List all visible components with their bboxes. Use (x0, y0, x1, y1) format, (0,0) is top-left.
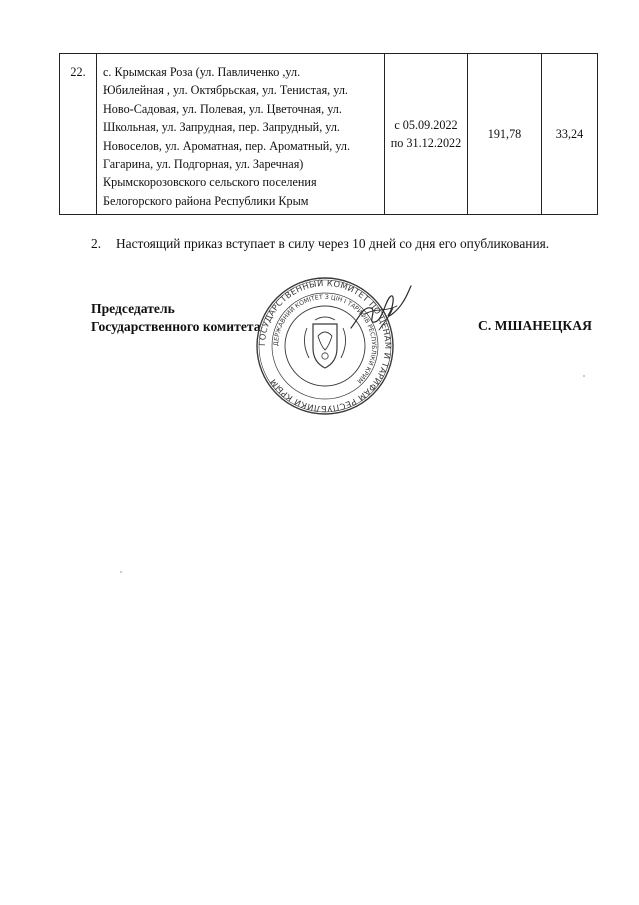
tariff-value-2: 33,24 (542, 54, 598, 215)
settlement-line: Крымскорозовского сельского поселения (103, 175, 317, 190)
tariff-value-1: 191,78 (468, 54, 542, 215)
settlement-cell (97, 54, 385, 215)
period-from: с 05.09.2022 (394, 117, 458, 132)
settlement-line: Школьная, ул. Запрудная, пер. Запрудный, ул. (103, 120, 340, 135)
tariff-table (59, 53, 598, 215)
signatory-name: С. МШАНЕЦКАЯ (478, 318, 592, 333)
settlement-line: Новоселов, ул. Ароматная, пер. Ароматный, ул. (103, 138, 351, 153)
signatory-title-line-2: Государственного комитета (91, 319, 261, 334)
seal-outer-text: ГОСУДАРСТВЕННЫЙ КОМИТЕТ ПО ЦЕНАМ И ТАРИФАМ РЕСПУБЛИКИ КРЫМ (256, 277, 394, 415)
period-cell (385, 54, 468, 215)
seal-inner-text: ДЕРЖАВНИЙ КОМІТЕТ З ЦІН І ТАРИФІВ РЕСПУБЛІКИ КРИМ (272, 293, 378, 385)
settlement-line: Гагарина, ул. Подгорная, ул. Заречная) (103, 157, 304, 172)
clause-text: Настоящий приказ вступает в силу через 10 дней со дня его опубликования. (116, 236, 550, 251)
crimea-emblem-icon (304, 317, 345, 368)
handwritten-signature (345, 278, 415, 348)
settlement-line: с. Крымская Роза (ул. Павличенко ,ул. (103, 65, 301, 79)
settlement-line: Белогорского района Республики Крым (103, 193, 309, 208)
settlement-line: Юбилейная , ул. Октябрьская, ул. Тенистая, ул. (103, 83, 348, 98)
signatory-title (91, 300, 261, 336)
signatory-title-line-1: Председатель (91, 301, 175, 316)
scan-speck (120, 571, 122, 573)
scan-speck (583, 375, 585, 377)
settlement-line: Ново-Садовая, ул. Полевая, ул. Цветочная, ул. (103, 101, 342, 116)
clause-2 (91, 236, 621, 252)
clause-number: 2. (91, 236, 102, 251)
row-number: 22. (60, 54, 97, 215)
period-to: по 31.12.2022 (390, 136, 462, 151)
table-row (60, 54, 598, 215)
